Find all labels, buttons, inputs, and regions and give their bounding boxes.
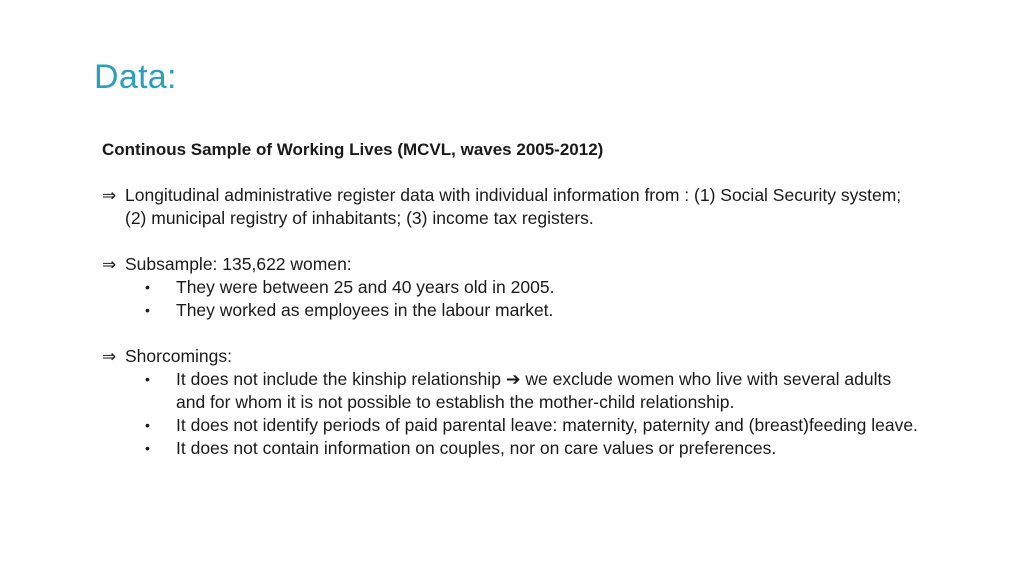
bullet-icon: • [145, 417, 150, 433]
bullet-icon: • [145, 279, 150, 295]
bullet-icon: • [145, 302, 150, 318]
slide-subtitle: Continous Sample of Working Lives (MCVL, waves 2005-2012) [102, 140, 604, 159]
slide-title: Data: [94, 58, 177, 96]
section-text: Subsample: 135,622 women: [125, 254, 352, 274]
bullet-icon: • [145, 371, 150, 387]
bullet-text: It does not contain information on couples, nor on care values or preferences. [176, 438, 777, 458]
section-data-source [102, 184, 922, 230]
list-item [102, 276, 922, 299]
kinship-text: It does not include the kinship relationship [176, 369, 501, 389]
section-text: Shorcomings: [125, 346, 232, 366]
implies-arrow-icon: ⇒ [102, 255, 117, 274]
bullet-text: It does not identify periods of paid parental leave: maternity, paternity and (breast)feeding leave. [176, 415, 918, 435]
list-item [102, 299, 922, 322]
list-item [102, 414, 922, 437]
bullet-list [102, 368, 922, 460]
bullet-text [176, 368, 922, 414]
bullet-text: They were between 25 and 40 years old in 2005. [176, 277, 555, 297]
bullet-icon: • [145, 440, 150, 456]
section-subsample [102, 253, 922, 322]
implies-arrow-icon: ⇒ [102, 186, 117, 205]
list-item [102, 368, 922, 414]
bullet-text: They worked as employees in the labour market. [176, 300, 554, 320]
section-text: Longitudinal administrative register data with individual information from : (1) Social Security system; (2) municipal registry of inhabitants; (3) income tax registers. [125, 185, 902, 228]
right-arrow-icon: ➔ [505, 369, 521, 389]
kinship-continuation: we exclude women who live with several adults and for whom it is not possible to establish the mother-child relationship. [176, 369, 892, 412]
section-shortcomings [102, 345, 922, 460]
slide-content [102, 184, 922, 483]
implies-arrow-icon: ⇒ [102, 347, 117, 366]
list-item [102, 437, 922, 460]
bullet-list [102, 276, 922, 322]
